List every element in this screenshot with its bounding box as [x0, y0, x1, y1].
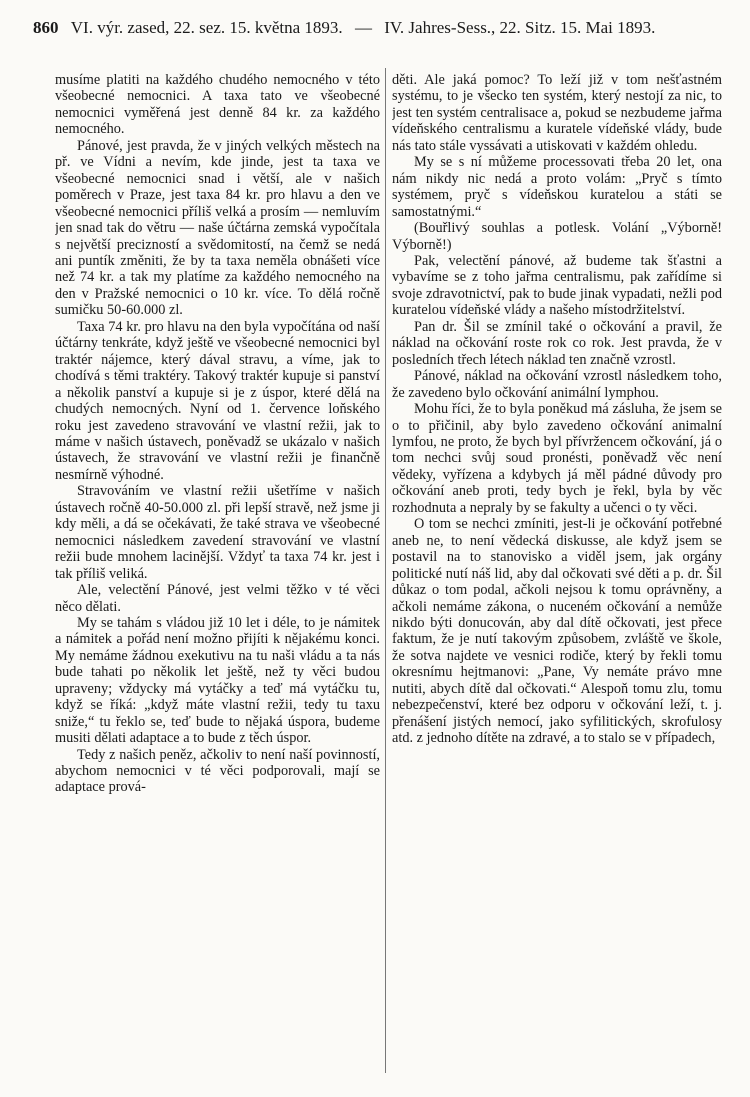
right-column [392, 72, 722, 1072]
left-paragraph-4: Stravováním ve vlastní režii ušetříme v našich ústavech ročně 40-50.000 zl. při lepší stravě, než jsme ji kdy měli, a dá se očekávati, že také strava ve všeobecné nemocnici následkem zavedení stravování ve vlastní režii bude mnohem lacinější. Vždyť ta taxa 74 kr. jest i tak příliš veliká. [55, 483, 380, 582]
left-paragraph-3: Taxa 74 kr. pro hlavu na den byla vypočítána od naší účtárny tenkráte, když ještě ve všeobecné nemocnici byl traktér nájemce, který dával stravu, a víme, jak to chodívá s těmi traktéry. Takový traktér kupuje si panství a několik panství a kupuje si je z úspor, které dělá na chudých nemocných. Nyní od 1. července loňského roku jest zavedeno stravování ve vlastní režii, jak to máme v našich ústavech, poněvadž se ukázalo v našich ústavech, že stravování ve vlastní režii je finančně nesmírně výhodné. [55, 318, 380, 483]
left-paragraph-2: Pánové, jest pravda, že v jiných velkých městech na př. ve Vídni a nevím, kde jinde, jest ta taxa ve všeobecné nemocnici snad i větší, ale v našich poměrech v Praze, jest taxa 84 kr. pro hlavu a den ve všeobecné nemocnici příliš velká a prosím — nemluvím jen snad tak do větru — naše účtárna zemská vypočítala s největší precizností a svědomitostí, na čemž se nedá ani puntík změniti, že by ta taxa neměla obnášeti více než 74 kr. a tak my platíme za každého nemocného na den v Pražské nemocnici o 10 kr. více. To dělá ročně sumičku 50-60.000 zl. [55, 137, 380, 319]
right-paragraph-3: (Bouřlivý souhlas a potlesk. Volání „Výborně! Výborně!) [392, 220, 722, 253]
header-dash: — [354, 18, 372, 37]
page-header [33, 18, 723, 48]
left-paragraph-7: Tedy z našich peněz, ačkoliv to není naší povinností, abychom nemocnici v té věci podporovali, mají se adaptace prová- [55, 746, 380, 796]
column-divider [385, 68, 386, 1073]
left-paragraph-1: musíme platiti na každého chudého nemocného v této všeobecné nemocnici. A taxa tato ve všeobecné nemocnici vyměřená jest denně 84 kr. za každého nemocného. [55, 72, 380, 138]
right-paragraph-5: Pan dr. Šil se zmínil také o očkování a pravil, že náklad na očkování roste rok co rok. Jest pravda, že v posledních třech létech náklad ten značně vzrostl. [392, 318, 722, 368]
left-paragraph-5: Ale, velectění Pánové, jest velmi těžko v té věci něco dělati. [55, 582, 380, 615]
header-czech-title: VI. výr. zased, 22. sez. 15. května 1893. [70, 18, 343, 37]
right-paragraph-8: O tom se nechci zmíniti, jest-li je očkování potřebné aneb ne, to není vědecká diskusse, ale když jsem se postavil na to stanovisko a viděl jsem, jak orgány politické nutí náš lid, aby dal očkovati své děti a p. dr. Šil důkaz o tom podal, ačkoli nejsou k tomu oprávněny, a ačkoli nemáme zákona, o nuceném očkování a nemůže nikdo býti donucován, aby dal dítě očkovati, jest přece faktum, že je nutí takovým způsobem, zvláště ve škole, že sotva najdete ve vesnici rodiče, který by řekli tomu okresnímu hejtmanovi: „Pane, Vy nemáte právo mne nutiti, abych dítě dal očkovati.“ Alespoň tomu zlu, tomu nebezpečenství, které bez odporu v očkování leží, t. j. přenášení jistých nemocí, jako syfilitických, skrofulosy atd. z jednoho dítěte na zdravé, a to stalo se v případech, [392, 516, 722, 747]
left-paragraph-6: My se tahám s vládou již 10 let i déle, to je námitek a námitek a pořád není možno přijíti k nějakému konci. My nemáme žádnou exekutivu na tu naši vládu a ta nás bude tahati po několik let ještě, než ty věci budou upraveny; vždycky má vytáčky a teď má vytáčku tu, když se říká: „když máte vlastní režii, tedy tu taxu sniže,“ tu řeklo se, teď bude to nějaká úspora, budeme musiti dělati adaptace a to bude z těch úspor. [55, 614, 380, 747]
right-paragraph-1: děti. Ale jaká pomoc? To leží již v tom nešťastném systému, to je všecko ten systém, který nestojí za nic, to jest ten systém centralisace a, pokud se nezbudeme jařma vídeňského centralismu a kuratele vídeňské vlády, bude nás tato stále vyssávati a utiskovati v každém ohledu. [392, 72, 722, 154]
page-number: 860 [33, 18, 59, 37]
right-paragraph-4: Pak, velectění pánové, až budeme tak šťastni a vybavíme se z toho jařma centralismu, pak zařídíme si svoje zdravotnictví, pak to bude jinak vypadati, nežli pod kuratelou vídeňské vlády a našeho místodržitelství. [392, 252, 722, 319]
right-paragraph-7: Mohu říci, že to byla poněkud má zásluha, že jsem se o to přičinil, aby bylo zavedeno očkování animalní lymfou, ne proto, že bych byl přívržencem očkování, já o tom nechci svůj soud pronésti, poněvadž věc není vědeky, vyřízena a kdybych já měl pádné důvody pro očkování aneb proti, tedy bych je řekl, byla by věc rozhodnuta a nepraly by se fakulty a učenci o ty věci. [392, 401, 722, 516]
right-paragraph-6: Pánové, náklad na očkování vzrostl následkem toho, že zavedeno bylo očkování animální lymphou. [392, 368, 722, 401]
right-paragraph-2: My se s ní můžeme processovati třeba 20 let, ona nám nikdy nic nedá a proto volám: „Pryč s tímto systémem, pryč s vídeňskou kuratelou a státi se samostatnými.“ [392, 154, 722, 220]
left-column [55, 72, 380, 1072]
header-german-title: IV. Jahres-Sess., 22. Sitz. 15. Mai 1893. [384, 18, 656, 37]
